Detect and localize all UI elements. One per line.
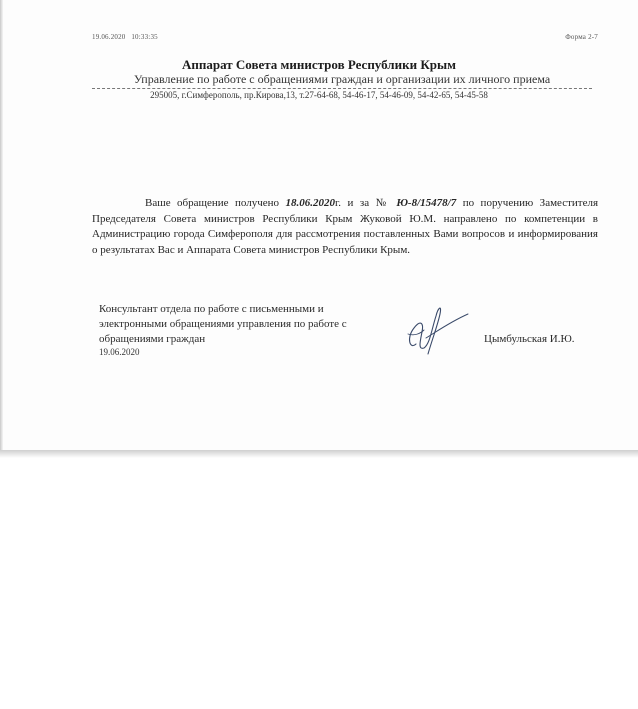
scan-shadow	[0, 450, 638, 458]
registration-number: Ю-8/15478/7	[396, 197, 457, 209]
signer-position: Консультант отдела по работе с письменными и электронными обращениями управления по работе с обращениями граждан	[99, 303, 347, 345]
print-date: 19.06.2020	[92, 33, 126, 41]
department-name: Управление по работе с обращениями граждан и организации их личного приема	[92, 72, 592, 89]
handwritten-signature	[402, 298, 474, 360]
signature-date: 19.06.2020	[99, 347, 140, 357]
organization-address: 295005, г.Симферополь, пр.Кирова,13, т.27-64-68, 54-46-17, 54-46-09, 54-42-65, 54-45-58	[150, 90, 488, 100]
body-part-2: г. и за №	[335, 197, 397, 209]
received-date: 18.06.2020	[285, 197, 336, 209]
form-number: Форма 2-7	[565, 33, 598, 41]
print-time: 10:33:35	[131, 33, 158, 41]
body-part-3: по поручению Заместителя Председателя Совета министров Республики Крым Жуковой Ю.М. направлено по компетенции в Администрацию города Симферополя для рассмотрения поставленных Вами вопросов и информирования о результатах Вас и Аппарата Совета министров Республики Крым.	[92, 197, 599, 256]
letter-body	[92, 196, 598, 258]
signer-name: Цымбульская И.Ю.	[484, 333, 575, 345]
print-timestamp	[92, 33, 158, 41]
body-part-1: Ваше обращение получено	[145, 197, 286, 209]
organization-name: Аппарат Совета министров Республики Крым	[181, 57, 456, 72]
